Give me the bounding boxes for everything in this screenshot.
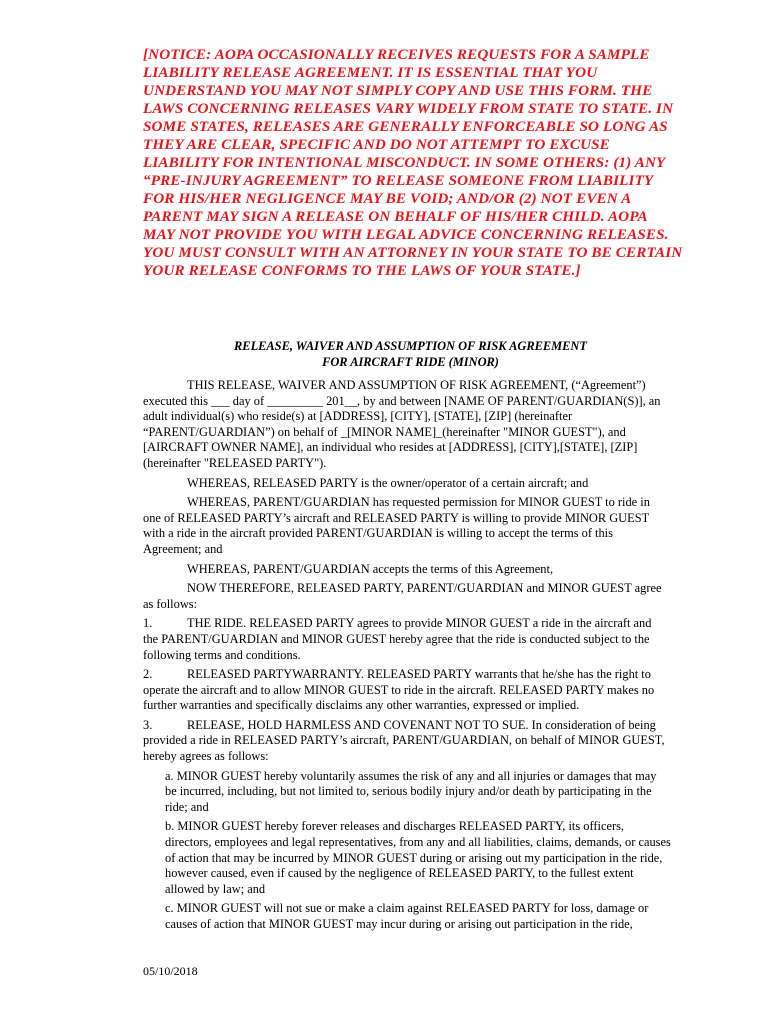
text-line: [AIRCRAFT OWNER NAME], an individual who resides at [ADDRESS], [CITY],[STATE], [ZIP] bbox=[143, 440, 638, 455]
text-line: a. MINOR GUEST hereby voluntarily assumes the risk of any and all injuries or damages that may bbox=[165, 768, 657, 783]
text-line: RELEASE, HOLD HARMLESS AND COVENANT NOT TO SUE. In consideration of being bbox=[187, 717, 656, 732]
text-line: the PARENT/GUARDIAN and MINOR GUEST hereby agree that the ride is conducted subject to the bbox=[143, 631, 650, 646]
text-line: adult individual(s) who reside(s) at [ADDRESS], [CITY], [STATE], [ZIP] (hereinafter bbox=[143, 409, 573, 424]
notice-line: LIABILITY FOR INTENTIONAL MISCONDUCT. IN SOME OTHERS: (1) ANY bbox=[143, 154, 666, 171]
notice-line: THEY ARE CLEAR, SPECIFIC AND DO NOT ATTEMPT TO EXCUSE bbox=[143, 136, 610, 153]
notice-line: FOR HIS/HER NEGLIGENCE MAY BE VOID; AND/OR (2) NOT EVEN A bbox=[143, 190, 632, 207]
text-line: c. MINOR GUEST will not sue or make a claim against RELEASED PARTY for loss, damage or bbox=[165, 901, 649, 916]
text-line: allowed by law; and bbox=[165, 881, 266, 896]
text-line: following terms and conditions. bbox=[143, 647, 301, 662]
notice-line: LAWS CONCERNING RELEASES VARY WIDELY FROM STATE TO STATE. IN bbox=[143, 100, 674, 117]
title-line-1: RELEASE, WAIVER AND ASSUMPTION OF RISK AGREEMENT bbox=[234, 339, 587, 353]
text-line: however caused, even if caused by the negligence of RELEASED PARTY, to the fullest extent bbox=[165, 866, 634, 881]
text-line: WHEREAS, PARENT/GUARDIAN has requested permission for MINOR GUEST to ride in bbox=[187, 495, 650, 510]
notice-line: LIABILITY RELEASE AGREEMENT. IT IS ESSENTIAL THAT YOU bbox=[143, 64, 598, 81]
agreement-title bbox=[143, 338, 678, 370]
footer-date: 05/10/2018 bbox=[143, 964, 198, 978]
notice-line: SOME STATES, RELEASES ARE GENERALLY ENFORCEABLE SO LONG AS bbox=[143, 118, 668, 135]
text-line: “PARENT/GUARDIAN”) on behalf of _[MINOR NAME]_(hereinafter "MINOR GUEST"), and bbox=[143, 424, 626, 439]
text-line: further warranties and specifically disclaims any other warranties, expressed or implied. bbox=[143, 698, 580, 713]
text-line: hereby agrees as follows: bbox=[143, 749, 269, 764]
notice-line: UNDERSTAND YOU MAY NOT SIMPLY COPY AND USE THIS FORM. THE bbox=[143, 82, 653, 99]
text-line: be incurred, including, but not limited to, serious bodily injury and/or death by participating in the bbox=[165, 784, 652, 799]
notice-line: “PRE-INJURY AGREEMENT” TO RELEASE SOMEONE FROM LIABILITY bbox=[143, 172, 654, 189]
text-line: executed this ___ day of _________ 201__, by and between [NAME OF PARENT/GUARDIAN(S)], an bbox=[143, 393, 661, 408]
text-line: with a ride in the aircraft provided PARENT/GUARDIAN is willing to accept the terms of this bbox=[143, 526, 613, 541]
text-line: NOW THEREFORE, RELEASED PARTY, PARENT/GUARDIAN and MINOR GUEST agree bbox=[187, 581, 662, 596]
notice-block bbox=[143, 46, 703, 280]
section-1-the-ride bbox=[143, 616, 683, 663]
text-line: (hereinafter "RELEASED PARTY"). bbox=[143, 455, 327, 470]
notice-line: [NOTICE: AOPA OCCASIONALLY RECEIVES REQUESTS FOR A SAMPLE bbox=[143, 46, 650, 63]
text-line: operate the aircraft and to allow MINOR GUEST to ride in the aircraft. RELEASED PARTY makes no bbox=[143, 682, 655, 697]
notice-line: YOUR RELEASE CONFORMS TO THE LAWS OF YOUR STATE.] bbox=[143, 262, 581, 279]
text-line: THIS RELEASE, WAIVER AND ASSUMPTION OF RISK AGREEMENT, (“Agreement”) bbox=[187, 378, 646, 392]
title-line-2: FOR AIRCRAFT RIDE (MINOR) bbox=[322, 355, 499, 369]
text-line: RELEASED PARTYWARRANTY. RELEASED PARTY warrants that he/she has the right to bbox=[187, 667, 651, 682]
text-line: Agreement; and bbox=[143, 541, 223, 556]
text-line: causes of action that MINOR GUEST may incur during or arising out participation in the ride, bbox=[165, 917, 633, 931]
section-number: 1. bbox=[143, 616, 153, 631]
text-line: ride; and bbox=[165, 799, 209, 814]
notice-line: MAY NOT PROVIDE YOU WITH LEGAL ADVICE CONCERNING RELEASES. bbox=[143, 226, 669, 243]
therefore-paragraph bbox=[143, 581, 683, 612]
intro-paragraph bbox=[143, 378, 683, 472]
text-line: one of RELEASED PARTY’s aircraft and RELEASED PARTY is willing to provide MINOR GUEST bbox=[143, 510, 650, 525]
text-line: THE RIDE. RELEASED PARTY agrees to provide MINOR GUEST a ride in the aircraft and bbox=[187, 616, 652, 631]
whereas-owner-paragraph: WHEREAS, RELEASED PARTY is the owner/operator of a certain aircraft; and bbox=[187, 475, 589, 490]
text-line: as follows: bbox=[143, 596, 198, 611]
notice-line: PARENT MAY SIGN A RELEASE ON BEHALF OF HIS/HER CHILD. AOPA bbox=[143, 208, 648, 225]
notice-line: YOU MUST CONSULT WITH AN ATTORNEY IN YOUR STATE TO BE CERTAIN bbox=[143, 244, 683, 261]
section-number: 2. bbox=[143, 667, 153, 682]
text-line: of action that may be incurred by MINOR GUEST during or arising out my participation in the ride, bbox=[165, 850, 663, 865]
whereas-accepts-paragraph: WHEREAS, PARENT/GUARDIAN accepts the terms of this Agreement, bbox=[187, 561, 554, 576]
item-c-covenant-not-to-sue bbox=[143, 901, 683, 932]
agreement-body bbox=[143, 378, 683, 933]
text-line: provided a ride in RELEASED PARTY’s aircraft, PARENT/GUARDIAN, on behalf of MINOR GUEST, bbox=[143, 733, 665, 748]
section-2-warranty bbox=[143, 667, 683, 714]
section-number: 3. bbox=[143, 717, 153, 732]
item-b-release bbox=[143, 819, 683, 897]
item-a-assumption-of-risk bbox=[143, 769, 683, 816]
whereas-request-paragraph bbox=[143, 495, 683, 557]
section-3-release bbox=[143, 718, 683, 765]
text-line: directors, employees and legal representatives, from any and all liabilities, claims, demands, or causes bbox=[165, 835, 671, 850]
text-line: b. MINOR GUEST hereby forever releases and discharges RELEASED PARTY, its officers, bbox=[165, 819, 625, 834]
